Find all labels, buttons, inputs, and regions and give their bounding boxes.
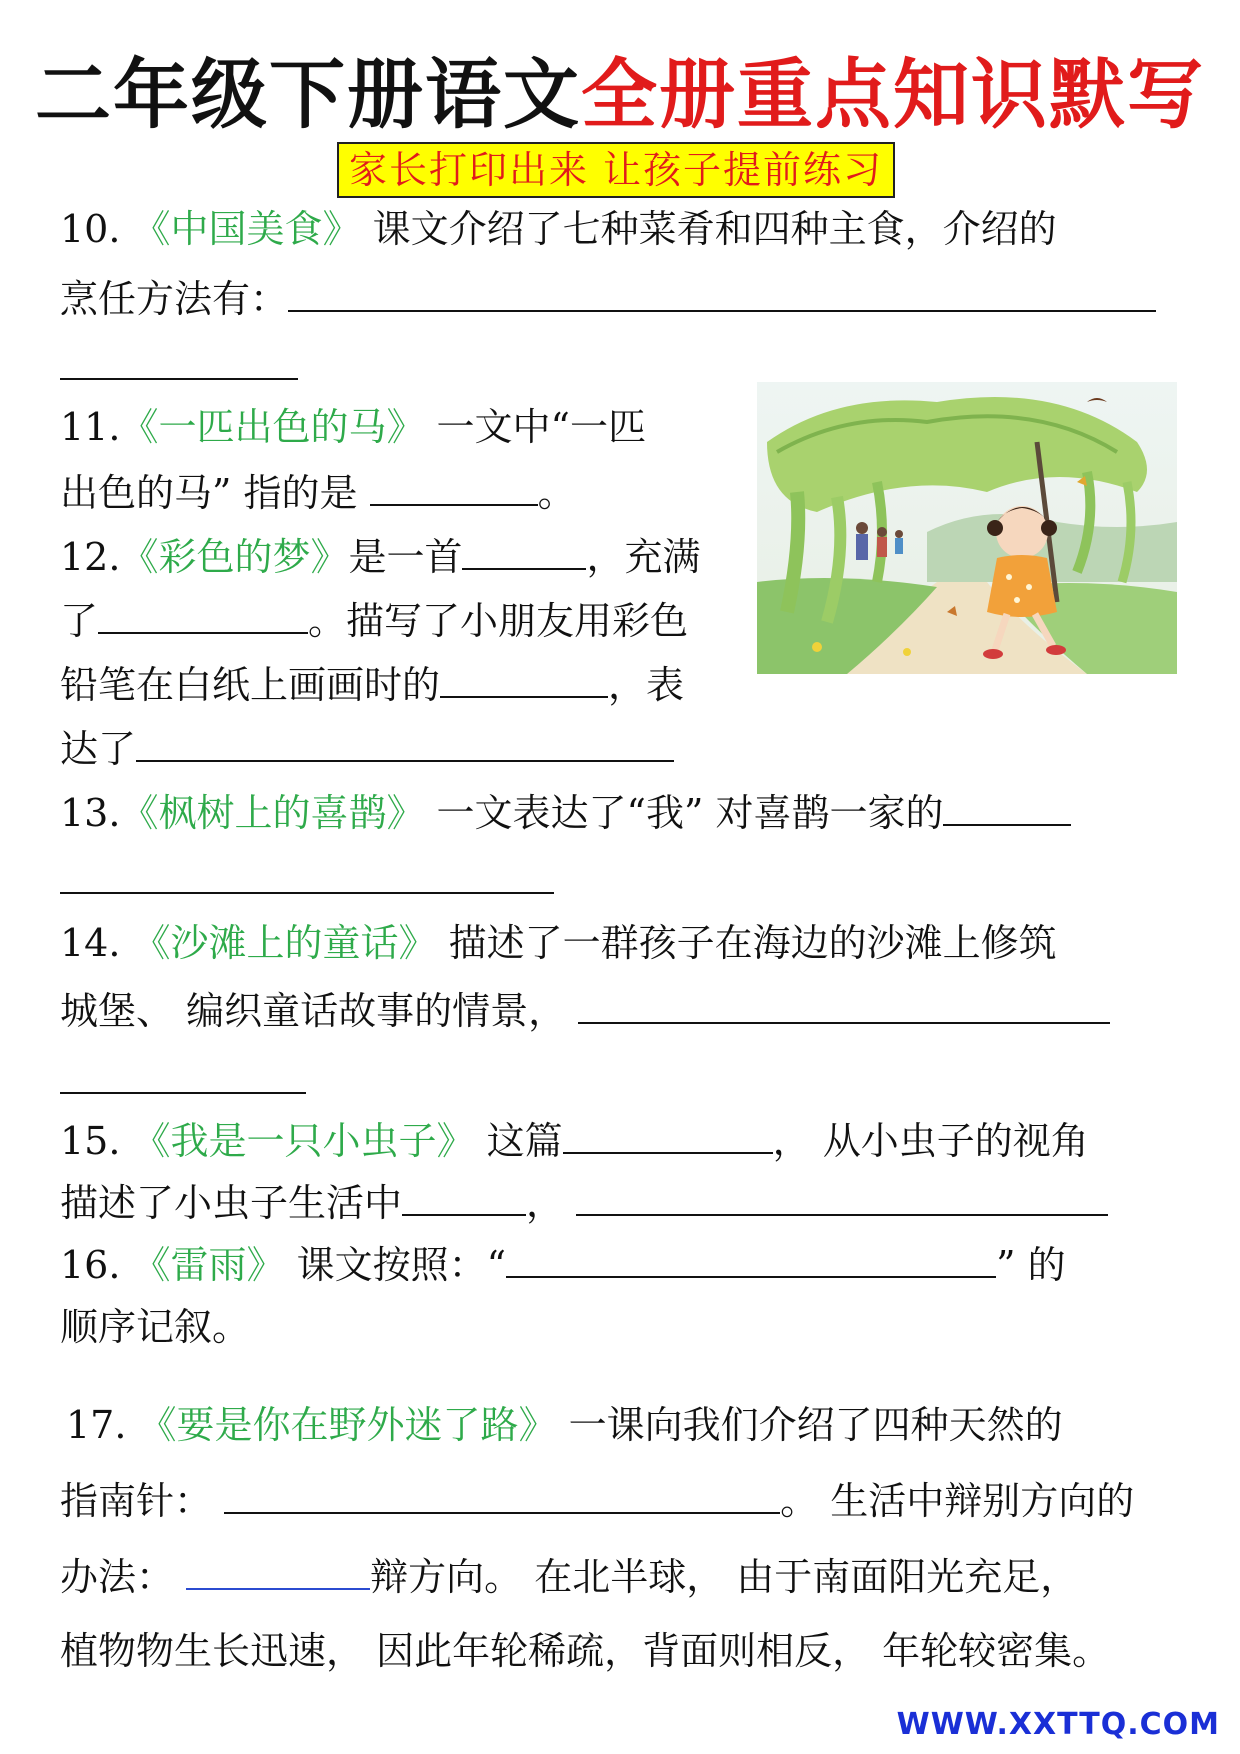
q14-title: 《沙滩上的童话》 <box>132 921 437 965</box>
q12-blank-1[interactable] <box>462 530 586 570</box>
q16-text-b: ” 的 <box>996 1243 1066 1287</box>
q12-text-f: ，表 <box>608 663 685 707</box>
q12-text-a: 是一首 <box>348 535 463 579</box>
q10-title: 《中国美食》 <box>132 207 361 251</box>
q12-text-b: ，充满 <box>586 535 701 579</box>
q17-text-a: 一课向我们介绍了四种天然的 <box>568 1403 1063 1447</box>
title-part-black: 二年级下册语文 <box>35 50 581 139</box>
q15-text-b: ， 从小虫子的视角 <box>772 1119 1089 1163</box>
q12-blank-2[interactable] <box>98 594 308 634</box>
q12-text-g: 达了 <box>60 727 137 771</box>
q12-text-e: 铅笔在白纸上画画时的 <box>60 663 441 707</box>
q17-text-d: 办法： <box>60 1555 175 1599</box>
illustration-willow-girl <box>757 382 1177 674</box>
q10-line2 <box>60 272 1156 324</box>
q10-blank-2[interactable] <box>60 378 298 380</box>
q16-text-a: 课文按照：“ <box>296 1243 507 1287</box>
q15-blank-3[interactable] <box>576 1176 1108 1216</box>
q17-line2 <box>60 1474 1134 1526</box>
q14-number: 14. <box>60 921 121 965</box>
q15-text-d: ， <box>526 1181 565 1225</box>
title-part-red: 全册重点知识默写 <box>581 50 1205 139</box>
q11-title: 《一匹出色的马》 <box>120 405 425 449</box>
subtitle-banner: 家长打印出来 让孩子提前练习 <box>337 142 895 198</box>
q14-text-b: 城堡、 编织童话故事的情景， <box>60 989 567 1033</box>
q12-title: 《彩色的梦》 <box>120 535 349 579</box>
q12-text-d: 。描写了小朋友用彩色 <box>308 599 689 643</box>
q12-line2 <box>60 594 688 646</box>
q17-line1 <box>66 1400 1063 1450</box>
q17-text-b: 指南针： <box>60 1479 213 1523</box>
q11-text-b: 出色的马” 指的是 <box>60 471 358 515</box>
q11-text-a: 一文中“一匹 <box>436 405 646 449</box>
q17-title: 《要是你在野外迷了路》 <box>138 1403 557 1447</box>
q16-text-c: 顺序记叙。 <box>60 1305 251 1349</box>
q16-title: 《雷雨》 <box>132 1243 285 1287</box>
q11-number: 11. <box>60 405 121 449</box>
q12-text-c: 了 <box>60 599 99 643</box>
q12-blank-3[interactable] <box>440 658 608 698</box>
q17-text-e: 辩方向。 在北半球， 由于南面阳光充足， <box>370 1555 1079 1599</box>
q15-blank-2[interactable] <box>402 1176 526 1216</box>
q11-blank[interactable] <box>370 466 538 506</box>
q14-line1 <box>60 918 1057 968</box>
illustration-svg <box>757 382 1177 674</box>
q15-number: 15. <box>60 1119 121 1163</box>
q17-line4 <box>60 1626 1110 1676</box>
q11-line2 <box>60 466 576 518</box>
q13-title: 《枫树上的喜鹊》 <box>120 791 425 835</box>
q10-line1 <box>60 204 1057 254</box>
q10-text-a: 课文介绍了七种菜肴和四种主食，介绍的 <box>372 207 1057 251</box>
q17-number: 17. <box>66 1403 127 1447</box>
q12-number: 12. <box>60 535 121 579</box>
q17-blank-1[interactable] <box>224 1474 780 1514</box>
q13-line1 <box>60 786 1071 838</box>
q11-text-c: 。 <box>537 471 576 515</box>
q16-number: 16. <box>60 1243 121 1287</box>
q12-line1 <box>60 530 700 582</box>
q13-number: 13. <box>60 791 121 835</box>
q12-line4 <box>60 722 674 774</box>
q10-blank-1[interactable] <box>288 272 1156 312</box>
q17-text-f: 植物物生长迅速， 因此年轮稀疏，背面则相反， 年轮较密集。 <box>60 1629 1111 1673</box>
q15-line2 <box>60 1176 1108 1228</box>
q13-text-a: 一文表达了“我” 对喜鹊一家的 <box>436 791 944 835</box>
q12-line3 <box>60 658 684 710</box>
q17-line3 <box>60 1550 1078 1602</box>
q16-line2 <box>60 1302 250 1352</box>
q14-text-a: 描述了一群孩子在海边的沙滩上修筑 <box>448 921 1057 965</box>
q10-text-b: 烹任方法有： <box>60 277 289 321</box>
q16-blank[interactable] <box>506 1238 996 1278</box>
page-title <box>0 50 1240 140</box>
q17-blank-2[interactable] <box>186 1550 370 1590</box>
q12-blank-4[interactable] <box>136 722 674 762</box>
q15-text-c: 描述了小虫子生活中 <box>60 1181 403 1225</box>
q15-blank-1[interactable] <box>563 1114 773 1154</box>
q17-text-c: 。 生活中辩别方向的 <box>780 1479 1135 1523</box>
q14-blank-1[interactable] <box>578 984 1110 1024</box>
q16-line1 <box>60 1238 1066 1290</box>
q15-title: 《我是一只小虫子》 <box>132 1119 475 1163</box>
q15-line1 <box>60 1114 1089 1166</box>
q14-line2 <box>60 984 1110 1036</box>
q13-blank-2[interactable] <box>60 892 554 894</box>
q15-text-a: 这篇 <box>486 1119 563 1163</box>
q13-blank-1[interactable] <box>943 786 1071 826</box>
q14-blank-2[interactable] <box>60 1092 306 1094</box>
q11-line1 <box>60 402 646 452</box>
q10-number: 10. <box>60 207 121 251</box>
footer-website-link[interactable]: WWW.XXTTQ.COM <box>896 1707 1220 1742</box>
